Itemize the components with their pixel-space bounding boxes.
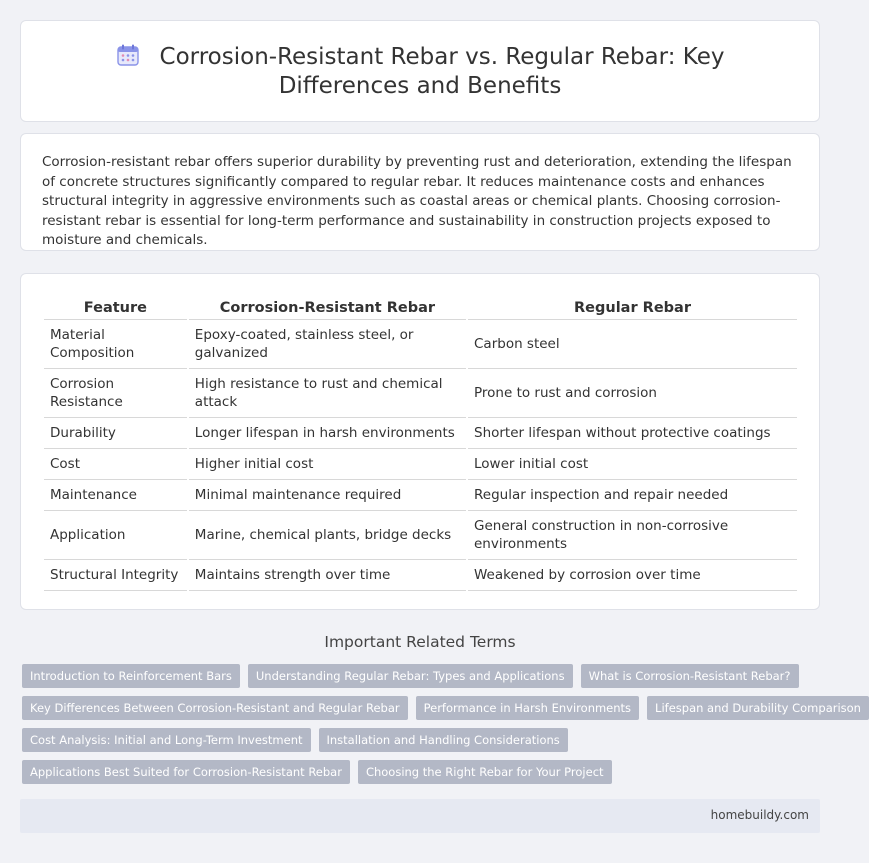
tag-row — [22, 760, 822, 784]
table-cell-corrosion-resistant: Longer lifespan in harsh environments — [189, 418, 466, 449]
table-row — [44, 320, 797, 369]
tag-row — [22, 664, 822, 688]
header-corrosion-resistant: Corrosion-Resistant Rebar — [189, 296, 466, 320]
header-regular: Regular Rebar — [468, 296, 797, 320]
comparison-card — [20, 273, 820, 610]
table-row — [44, 511, 797, 560]
table-cell-corrosion-resistant: Marine, chemical plants, bridge decks — [189, 511, 466, 560]
table-cell-corrosion-resistant: Minimal maintenance required — [189, 480, 466, 511]
related-term-tag[interactable]: Applications Best Suited for Corrosion-Resistant Rebar — [22, 760, 350, 784]
page-title-text: Corrosion-Resistant Rebar vs. Regular Rebar: Key Differences and Benefits — [159, 44, 725, 99]
table-cell-regular: Regular inspection and repair needed — [468, 480, 797, 511]
related-term-tag[interactable]: Cost Analysis: Initial and Long-Term Investment — [22, 728, 311, 752]
table-cell-regular: Shorter lifespan without protective coatings — [468, 418, 797, 449]
footer-site-link[interactable]: homebuildy.com — [710, 808, 809, 822]
table-row — [44, 449, 797, 480]
table-cell-feature: Maintenance — [44, 480, 187, 511]
intro-card — [20, 133, 820, 251]
related-term-tag[interactable]: Choosing the Right Rebar for Your Project — [358, 760, 612, 784]
table-row — [44, 480, 797, 511]
page-title — [116, 44, 725, 99]
table-row — [44, 418, 797, 449]
related-terms-list — [22, 664, 861, 792]
related-term-tag[interactable]: Performance in Harsh Environments — [416, 696, 639, 720]
table-cell-corrosion-resistant: Epoxy-coated, stainless steel, or galvanized — [189, 320, 466, 369]
title-card — [20, 20, 820, 122]
table-cell-corrosion-resistant: High resistance to rust and chemical attack — [189, 369, 466, 418]
table-cell-feature: Durability — [44, 418, 187, 449]
related-term-tag[interactable]: Lifespan and Durability Comparison — [647, 696, 869, 720]
table-row — [44, 369, 797, 418]
table-cell-feature: Structural Integrity — [44, 560, 187, 591]
tag-row — [22, 696, 861, 720]
header-feature: Feature — [44, 296, 187, 320]
table-cell-regular: Weakened by corrosion over time — [468, 560, 797, 591]
related-term-tag[interactable]: Installation and Handling Considerations — [319, 728, 568, 752]
calendar-icon — [116, 43, 140, 67]
table-cell-corrosion-resistant: Maintains strength over time — [189, 560, 466, 591]
table-cell-regular: General construction in non-corrosive environments — [468, 511, 797, 560]
related-term-tag[interactable]: Introduction to Reinforcement Bars — [22, 664, 240, 688]
table-cell-feature: Corrosion Resistance — [44, 369, 187, 418]
table-row — [44, 560, 797, 591]
footer — [20, 799, 820, 833]
intro-paragraph: Corrosion-resistant rebar offers superior durability by preventing rust and deterioration, extending the lifespan of concrete structures significantly compared to regular rebar. It reduces maintenance costs and enhances structural integrity in aggressive environments such as coastal areas or chemical plants. Choosing corrosion-resistant rebar is essential for long-term performance and sustainability in construction projects exposed to moisture and chemicals. — [42, 154, 792, 248]
table-cell-feature: Application — [44, 511, 187, 560]
table-cell-feature: Cost — [44, 449, 187, 480]
table-cell-regular: Prone to rust and corrosion — [468, 369, 797, 418]
table-cell-feature: Material Composition — [44, 320, 187, 369]
tag-row — [22, 728, 822, 752]
table-cell-regular: Lower initial cost — [468, 449, 797, 480]
table-cell-regular: Carbon steel — [468, 320, 797, 369]
table-cell-corrosion-resistant: Higher initial cost — [189, 449, 466, 480]
related-term-tag[interactable]: Key Differences Between Corrosion-Resistant and Regular Rebar — [22, 696, 408, 720]
related-terms-heading: Important Related Terms — [324, 633, 516, 651]
comparison-table — [42, 296, 799, 591]
related-term-tag[interactable]: What is Corrosion-Resistant Rebar? — [581, 664, 799, 688]
table-header-row — [44, 296, 797, 320]
title-block — [51, 43, 789, 101]
related-term-tag[interactable]: Understanding Regular Rebar: Types and Applications — [248, 664, 573, 688]
